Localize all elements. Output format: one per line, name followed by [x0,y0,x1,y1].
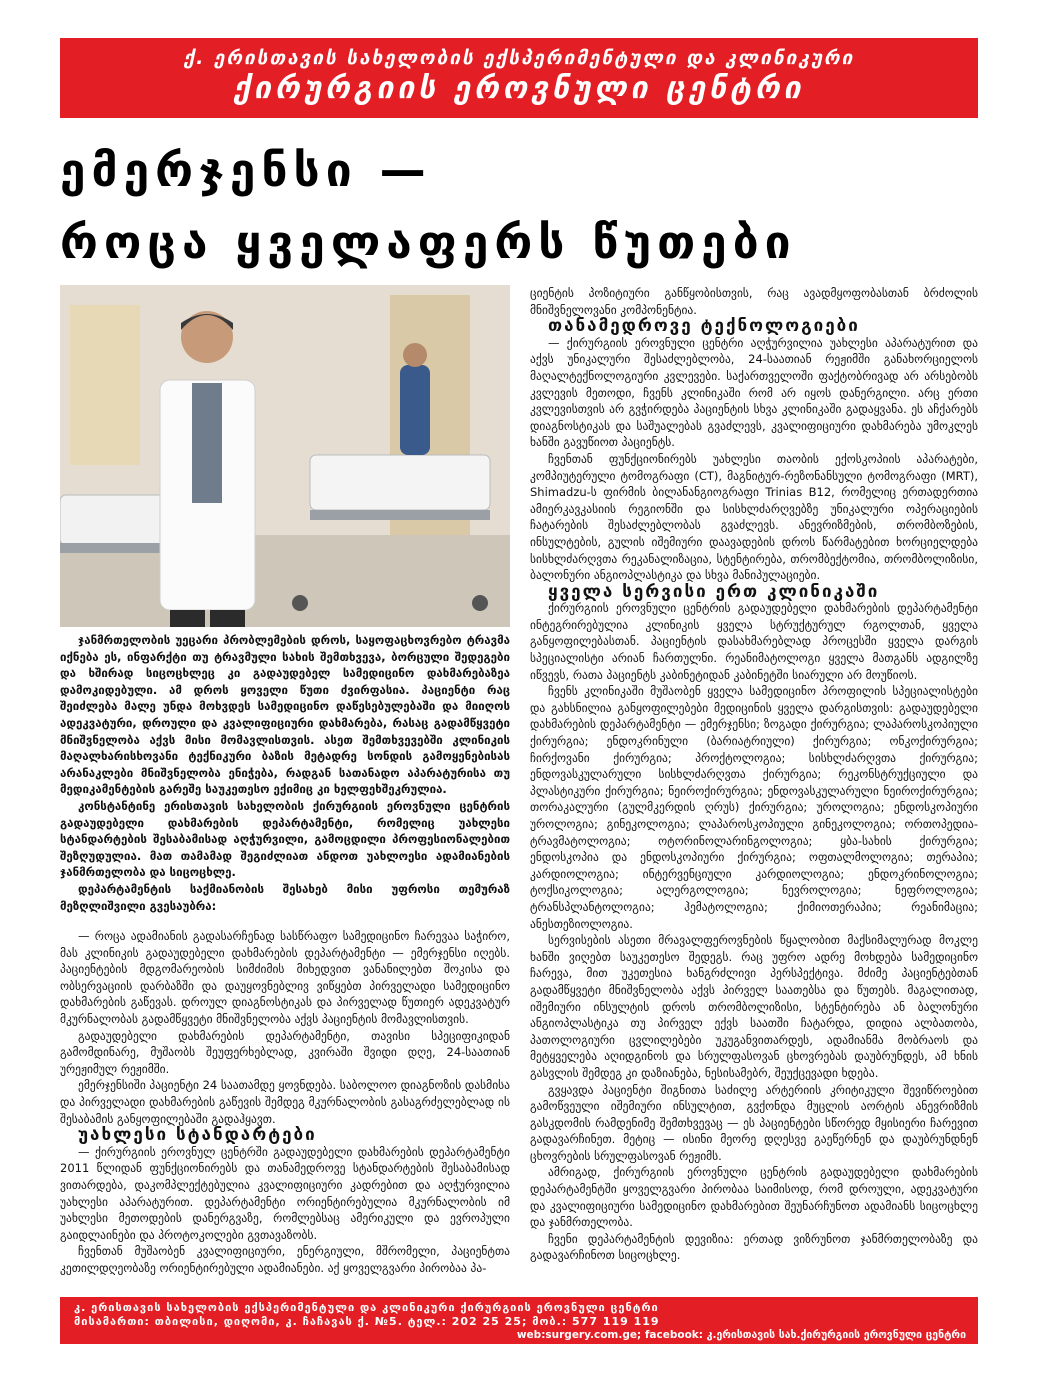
banner-line-1: ქ. ერისთავის სახელობის ექსპერიმენტული და კლინიკური [183,47,855,69]
footer-center-name: კ. ერისთავის სახელობის ექსპერიმენტული და კლინიკური ქირურგიის ეროვნული ცენტრი [74,1301,659,1314]
right-paragraph-8: ჩვენი დეპარტამენტის დევიზია: ერთად ვიზრუნოთ ჯანმრთელობაზე და გადავარჩინოთ სიცოცხლე. [530,1231,978,1263]
right-paragraph-2: ჩვენთან ფუნქციონირებს უახლესი თაობის ექოსკოპიის აპარატები, კომპიუტერული ტომოგრაფი (CT), მაგნიტურ-რეზონანსული ტომოგრაფი (MRT), Shimadzu-ს ფირმის ბილანანგიოგრაფი Trinias B12, რომელიც ერთადერთია ამიერკავკასიის რეგიონში და სისხლძარღვებზე უნიკალური ოპერაციების ჩატარების შესაძლებლობას გვაძლევს. ანევრიზმების, თრომბოზების, ინსულტების, გულის იშემიური დაავადების დროს წარმატებით ხორციელდება სისხლძარღვთა რეკანალიზაცია, სტენტირება, თრომბექტომია, თრომბოლიზისი, ბალონური ანგიოპლასტიკა და სხვა მანიპულაციები. [530,451,978,583]
footer-address: მისამართი: თბილისი, დიღომი, კ. ჩაჩავას ქ. №5. ტელ.: 202 25 25; მობ.: 577 119 119 [74,1315,660,1328]
left-paragraph-2: კონსტანტინე ერისთავის სახელობის ქირურგიის ეროვნული ცენტრის გადაუდებელი დახმარების დეპარტამენტი, რომელიც უახლესი სტანდარტების შესაბამისად აღჭურვილი, გამოცდილი პროფესიონალებით შეზღუდულია. მათ თამამად შეგიძლიათ ანდოთ უახლოესი ადამიანების ჯანმრთელობა და სიცოცხლე. [60,798,510,880]
right-paragraph-4: ჩვენს კლინიკაში მუშაობენ ყველა სამედიცინო პროფილის სპეციალისტები და გახსნილია განყოფილებები მედიცინის ყველა დარგისთვის: გადაუდებელი დახმარების დეპარტამენტი — ემერჯენსი; ზოგადი ქირურგია; ლაპაროსკოპიული ქირურგია; ენდოკრინული (ბარიატრიული) ქირურგია; ონკოქირურგია; ჩირქოვანი ქირურგია; პროქტოლოგია; სისხლძარღვთა ქირურგია; ენდოვასკულარული სისხლძარღვთა ქირურგია; რეკონსტრუქციული და პლასტიკური ქირურგია; ნეიროქირურგია; ენდოვასკულარული ნეიროქირურგია; თორაკალური (გულმკერდის ღრუს) ქირურგია; უროლოგია; ენდოსკოპიური უროლოგია; გინეკოლოგია; ლაპაროსკოპიული გინეკოლოგია; ორთოპედია-ტრავმატოლოგია; ოტორინოლარინგოლოგია; ყბა-სახის ქირურგია; ენდოსკოპია და ენდოსკოპიური ქირურგია; ოფთალმოლოგია; თერაპია; კარდიოლოგია; ინტერვენციული კარდიოლოგია; ენდოკრინოლოგია; ტოქსიკოლოგია; ალერგოლოგია; ნევროლოგია; ნეფროლოგია; ტრანსპლანტოლოგია; ჰემატოლოგია; ქიმიოთერაპია; რეანიმაცია; ანესთეზიოლოგია. [530,684,978,931]
section-title-technologies: თანამედროვე ტექნოლოგიები [548,316,860,337]
intro-paragraph: ჯანმრთელობის უეცარი პრობლემების დროს, საყოფაცხოვრებო ტრავმა იქნება ეს, ინფარქტი თუ ტრავმული სახის შემთხვევა, ბორცული შედეგები და ხშირად სიცოცხლეც კი გადაუდებელ სამედიცინო დახმარებაზეა დამოკიდებული. ამ დროს ყოველი წუთი ძვირფასია. პაციენტი რაც შეიძლება მალე უნდა მოხვდეს სამედიცინო დაწესებულებაში და მიიღოს ადეკვატური, დროული და კვალიფიციური დახმარება, რასაც გადამწყვეტი მნიშვნელობა აქვს მისი მომავლისთვის. ასეთ შემთხვევებში კლინიკის მაღალხარისხოვანი ტექნიკური ბაზის მეტადრე სონდის გამოყენებისას არანაკლები მნიშვნელობა ენიჭება, რადგან სათანადო აპარატურისა თუ მედიკამენტების გარეშე საუკეთესო ექიმიც კი ხელფეხშეკრულია. [60,633,510,797]
right-paragraph-1: — ქირურგიის ეროვნული ცენტრი აღჭურვილია უახლესი აპარატურით და აქვს უნიკალური შესაძლებლობა, 24-საათიან რეჟიმში განახორციელოს მაღალტექნოლოგიური კვლევები. საქართველოში ფაქტობრივად არ არსებობს კვლევის მეთოდი, ჩვენს კლინიკაში რომ არ იყოს დანერგილი. არც ერთი კვლევისთვის არ გვჭირდება პაციენტის სხვა კლინიკაში გადაყვანა. ეს აჩქარებს დიაგნოსტიკას და საშუალებას გვაძლევს, კვალიფიციური დახმარება უმოკლეს ხანში გავუწიოთ პაციენტს. [530,335,978,450]
headline-line-1: ემერჯენსი — [60,143,432,197]
left-paragraph-5: გადაუდებელი დახმარების დეპარტამენტი, თავისი სპეციფიკიდან გამომდინარე, მუშაობს შეუფერხებლად, კვირაში შვიდი დღე, 24-საათიან ურეჟიმულ რეჟიმში. [60,1028,510,1076]
right-paragraph-7: ამრიგად, ქირურგიის ეროვნული ცენტრის გადაუდებელი დახმარების დეპარტამენტში ყოველგვარი პირობაა საიმისოდ, რომ დროული, ადეკვატური და კვალიფიციური სამედიცინო დახმარებით შეუნარჩუნოთ ადამიანს სიცოცხლე და ჯანმრთელობა. [530,1165,978,1230]
left-paragraph-8: ჩვენთან მუშაობენ კვალიფიციური, ენერგიული, მშრომელი, პაციენტთა კეთილდღეობაზე ორიენტირებული ადამიანები. აქ ყოველგვარი პირობაა პა- [60,1244,510,1275]
top-banner [60,38,978,118]
left-paragraph-6: ემერჯენსიში პაციენტი 24 საათამდე ყოვნდება. საბოლოო დიაგნოზის დასმისა და პირველადი დახმარების გაწევის შემდეგ მკურნალობის გასაგრძელებლად ის შესაბამის განყოფილებაში გადაჰყავთ. [60,1078,510,1126]
section-title-standards: უახლესი სტანდარტები [78,1125,317,1146]
right-paragraph-3: ქირურგიის ეროვნული ცენტრის გადაუდებელი დახმარების დეპარტამენტი ინტეგრირებულია კლინიკის ყველა სტრუქტურულ რგოლთან, ყველა განყოფილებასთან. პაციენტის დასახმარებლად პროცესში ყველა დარგის სპეციალისტი არიან ჩართულნი. რეანიმატოლოგი ყველა მათგანს ადგილზე იწვევს, რათა პაციენტს კაბინეტიდან კაბინეტში სიარული არ მოუწიოს. [530,601,978,682]
right-paragraph-0: ციენტის პოზიტიური განწყობისთვის, რაც ავადმყოფობასთან ბრძოლის მნიშვნელოვანი კომპონენტია. [530,286,978,317]
headline-line-2: როცა ყველაფერს წუთები [60,215,797,269]
section-title-services: ყველა სერვისი ერთ კლინიკაში [548,581,880,602]
article-photo [60,285,510,627]
left-column [60,632,510,1277]
right-paragraph-6: გვყავდა პაციენტი შიგნითა საძილე არტერიის კრიტიკული შევიწროებით გამოწვეული იშემიური ინსულტით, გვქონდა მუცლის აორტის ანევრიზმის გასკდომის რამდენიმე შემთხვევაც — ეს პაციენტები სწორედ მყისიერი ჩარევით გადავარჩინეთ. მეტიც — ისინი მეორე დღესვე გაეწერნენ და დაუბრუნდნენ ცხოვრების სრულფასოვან რეჟიმს. [530,1082,978,1163]
right-column [530,285,978,1264]
right-paragraph-5: სერვისების ასეთი მრავალფეროვნების წყალობით მაქსიმალურად მოკლე ხანში ვიღებთ საუკეთესო შედეგს. რაც უფრო ადრე მოხდება სამედიცინო ჩარევა, მით უკეთესია ხანგრძლივი პერსპექტივა. მძიმე პაციენტებთან გადამწყვეტი მნიშვნელობა აქვს პირველ საათებსა და წუთებს. მაგალითად, იშემიური ინსულტის დროს თრომბოლიზისი, სტენტირება ან ბალონური ანგიოპლასტიკა თუ პირველ ექვს საათში ჩატარდა, დიდია ალბათობა, პათოლოგიური ცვლილებები უკუგანვითარდეს, ადამიანმა მობრაოს და მეტყველება აღიდგინოს და სრულფასოვან ცხოვრებას დაუბრუნდეს, ამ ხნის გასვლის შემდეგ კი დაზიანება, ნესისამებრ, შეუქცევადი ხდება. [530,933,978,1080]
footer-banner [60,1297,978,1344]
footer-web: web:surgery.com.ge; facebook: კ.ერისთავის სახ.ქირურგიის ეროვნული ცენტრი [516,1329,966,1341]
ward-illustration [60,285,510,627]
left-paragraph-4: — როცა ადამიანის გადასარჩენად სასწრაფო სამედიცინო ჩარევაა საჭირო, მას კლინიკის გადაუდებელი დახმარების დეპარტამენტი — ემერჯენსი იღებს. პაციენტების მდგომარეობის სიმძიმის მიხედვით ვანანილებთ შოკისა და ობსერვაციის დარბაზში და დაუყოვნებლივ ვიწყებთ პირველადი სამედიცინო დახმარების გაწევას. დროულ დიაგნოსტიკას და პირველად წუთიერ ადეკვატურ მკურნალობას გადამწყვეტი მნიშვნელობა აქვს პაციენტის მომავლისთვის. [60,929,510,1027]
banner-line-2: ქირურგიის ეროვნული ცენტრი [233,71,805,106]
left-paragraph-3: დეპარტამენტის საქმიანობის შესახებ მისი უფროსი თემურაზ მეზღლიშვილი გვესაუბრა: [60,881,510,913]
left-paragraph-7: — ქირურგიის ეროვნულ ცენტრში გადაუდებელი დახმარების დეპარტამენტი 2011 წლიდან ფუნქციონირებს და თანამედროვე სტანდარტების შესაბამისად ვითარდება, დაკომპლექტებულია კვალიფიციური კადრებით და აღჭურვილია უახლესი აპარატურით. დეპარტამენტი ორიენტირებულია მკურნალობის იმ უახლესი მეთოდების დანერგვაზე, რომლებსაც ამერიკული და ევროპული გაიდლაინები და პროტოკოლები გვთავაზობს. [60,1144,510,1242]
